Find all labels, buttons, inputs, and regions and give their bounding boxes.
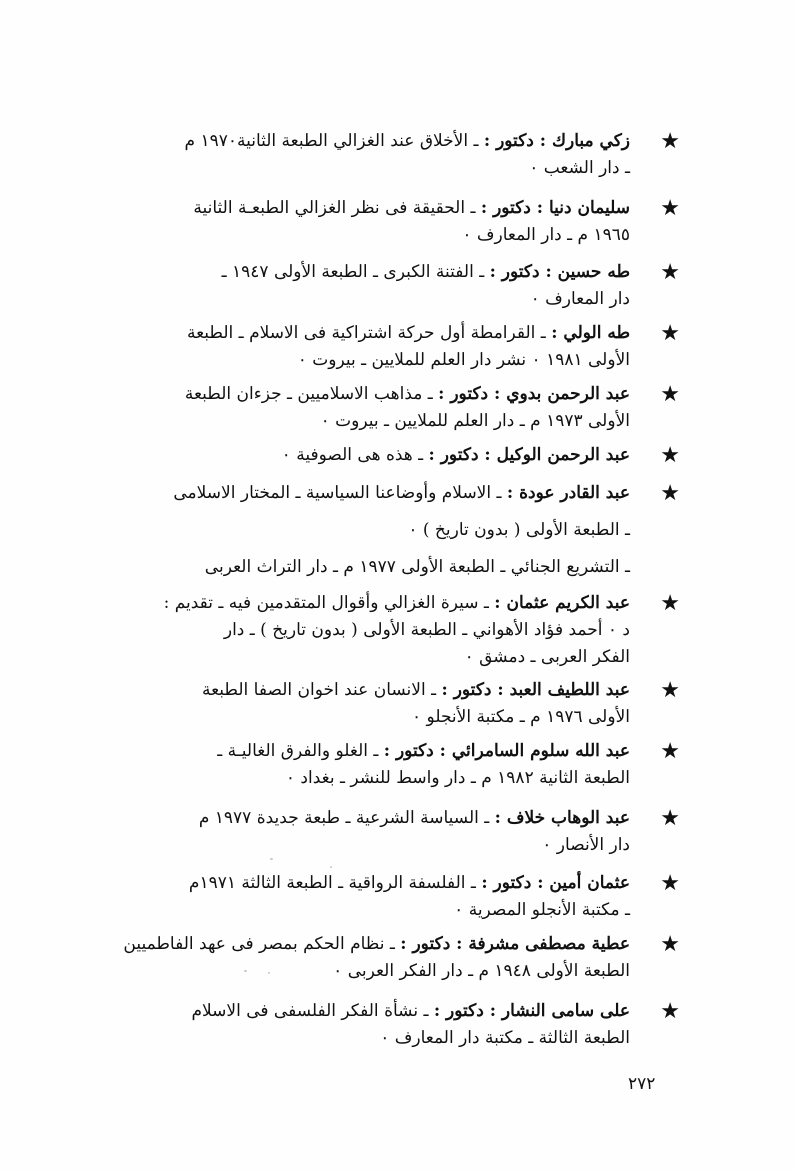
entry-text [160, 738, 630, 792]
star-icon: ★ [660, 999, 680, 1024]
star-icon: ★ [660, 129, 680, 154]
entry-author: عثمان أمين : دكتور : [481, 873, 630, 893]
entry-line [160, 442, 630, 469]
entry-text [123, 931, 630, 985]
entry-line [160, 128, 630, 155]
entry-author: عبد الله سلوم السامرائي : دكتور : [383, 741, 630, 761]
entry-title: ـ مذاهب الاسلاميين ـ جزءان الطبعة [184, 384, 433, 404]
entry-author: عبد الوهاب خلاف : [494, 808, 630, 828]
entry-title: ـ الحقيقة فى نظر الغزالي الطبعـة الثانية [193, 198, 476, 218]
entry-text [160, 480, 630, 581]
entry-line: دار المعارف ٠ [530, 289, 630, 309]
entry-text [160, 870, 630, 924]
entry-line: دار الأنصار ٠ [542, 835, 630, 855]
star-icon: ★ [660, 321, 680, 346]
star-icon: ★ [660, 260, 680, 285]
entry-title: ـ الفلسفة الرواقية ـ الطبعة الثالثة ١٩٧١م [188, 873, 476, 893]
entry-title: ـ الأخلاق عند الغزالي الطبعة الثانية١٩٧٠ م [184, 131, 479, 151]
entry-author: عبد الكريم عثمان : [494, 593, 630, 613]
entry-line: ـ دار الشعب ٠ [529, 158, 630, 178]
entry-line [160, 870, 630, 897]
entry-line [160, 320, 630, 347]
entry-text [160, 590, 630, 671]
entry-subline: ـ التشريع الجنائي ـ الطبعة الأولى ١٩٧٧ م ـ دار التراث العربى [204, 557, 630, 577]
entry-author: عبد الرحمن الوكيل : دكتور : [428, 445, 630, 465]
entry-author: سليمان دنيا : دكتور : [480, 198, 630, 218]
entry-line: الطبعة الثالثة ـ مكتبة دار المعارف ٠ [380, 1028, 630, 1048]
entry-title: ـ الغلو والفرق الغاليـة ـ [217, 741, 379, 761]
entry-line: د ٠ أحمد فؤاد الأهواني ـ الطبعة الأولى ( بدون تاريخ ) ـ دار [223, 620, 630, 640]
entry-line [160, 998, 630, 1025]
entry-title: ـ الفتنة الكبرى ـ الطبعة الأولى ١٩٤٧ ـ [221, 262, 485, 282]
entry-author: زكي مبارك : دكتور : [483, 131, 630, 151]
page-number: ٢٧٢ [628, 1074, 656, 1094]
scan-speck [270, 858, 273, 860]
entry-line [160, 738, 630, 765]
entry-author: عطية مصطفى مشرفة : دكتور : [400, 934, 630, 954]
entry-line: الأولى ١٩٨١ ٠ نشر دار العلم للملايين ـ بيروت ٠ [297, 350, 630, 370]
entry-line [160, 381, 630, 408]
entry-text [160, 998, 630, 1052]
entry-line [160, 805, 630, 832]
star-icon: ★ [660, 871, 680, 896]
star-icon: ★ [660, 739, 680, 764]
entry-author: طه الولي : [551, 323, 630, 343]
entry-text [160, 320, 630, 374]
entry-text [160, 442, 630, 469]
star-icon: ★ [660, 806, 680, 831]
entry-title: ـ الاسلام وأوضاعنا السياسية ـ المختار الاسلامى [173, 483, 502, 503]
entry-subline: ـ الطبعة الأولى ( بدون تاريخ ) ٠ [408, 520, 630, 540]
entry-title: ـ السياسة الشرعية ـ طبعة جديدة ١٩٧٧ م [198, 808, 490, 828]
entry-text [160, 381, 630, 435]
star-icon: ★ [660, 382, 680, 407]
entry-line [123, 931, 630, 958]
entry-line: الأولى ١٩٧٣ م ـ دار العلم للملايين ـ بيروت ٠ [320, 411, 630, 431]
entry-author: طه حسين : دكتور : [489, 262, 630, 282]
entry-line: ـ مكتبة الأنجلو المصرية ٠ [454, 900, 630, 920]
scan-speck [268, 972, 270, 974]
entry-line: الفكر العربى ـ دمشق ٠ [464, 647, 630, 667]
entry-line: ١٩٦٥ م ـ دار المعارف ٠ [462, 225, 630, 245]
entry-line [160, 195, 630, 222]
entry-title: ـ نظام الحكم بمصر فى عهد الفاطميين [123, 934, 395, 954]
entry-title: ـ الانسان عند اخوان الصفا الطبعة [201, 680, 437, 700]
entry-text [160, 805, 630, 859]
entry-line: الطبعة الأولى ١٩٤٨ م ـ دار الفكر العربى ٠ [333, 961, 630, 981]
entry-text [160, 677, 630, 731]
entry-author: عبد القادر عودة : [506, 483, 630, 503]
entry-title: ـ هذه هى الصوفية ٠ [281, 445, 424, 465]
entry-author: على سامى النشار : دكتور : [433, 1001, 630, 1021]
star-icon: ★ [660, 481, 680, 506]
star-icon: ★ [660, 932, 680, 957]
entry-text [160, 259, 630, 313]
entry-title: ـ نشأة الفكر الفلسفى فى الاسلام [191, 1001, 429, 1021]
star-icon: ★ [660, 678, 680, 703]
scan-speck [244, 970, 247, 972]
entry-line [160, 677, 630, 704]
entry-line: الأولى ١٩٧٦ م ـ مكتبة الأنجلو ٠ [412, 707, 630, 727]
entry-line: الطبعة الثانية ١٩٨٢ م ـ دار واسط للنشر ـ بغداد ٠ [285, 768, 630, 788]
star-icon: ★ [660, 443, 680, 468]
entry-line [160, 590, 630, 617]
star-icon: ★ [660, 591, 680, 616]
scan-speck [330, 866, 332, 868]
entry-author: عبد اللطيف العبد : دكتور : [441, 680, 630, 700]
star-icon: ★ [660, 196, 680, 221]
entry-title: ـ سيرة الغزالي وأقوال المتقدمين فيه ـ تقديم : [163, 593, 489, 613]
entry-text [160, 128, 630, 182]
entry-text [160, 195, 630, 249]
entry-title: ـ القرامطة أول حركة اشتراكية فى الاسلام ـ الطبعة [186, 323, 546, 343]
entry-line [160, 480, 630, 507]
entry-line [160, 259, 630, 286]
entry-author: عبد الرحمن بدوي : دكتور : [438, 384, 630, 404]
